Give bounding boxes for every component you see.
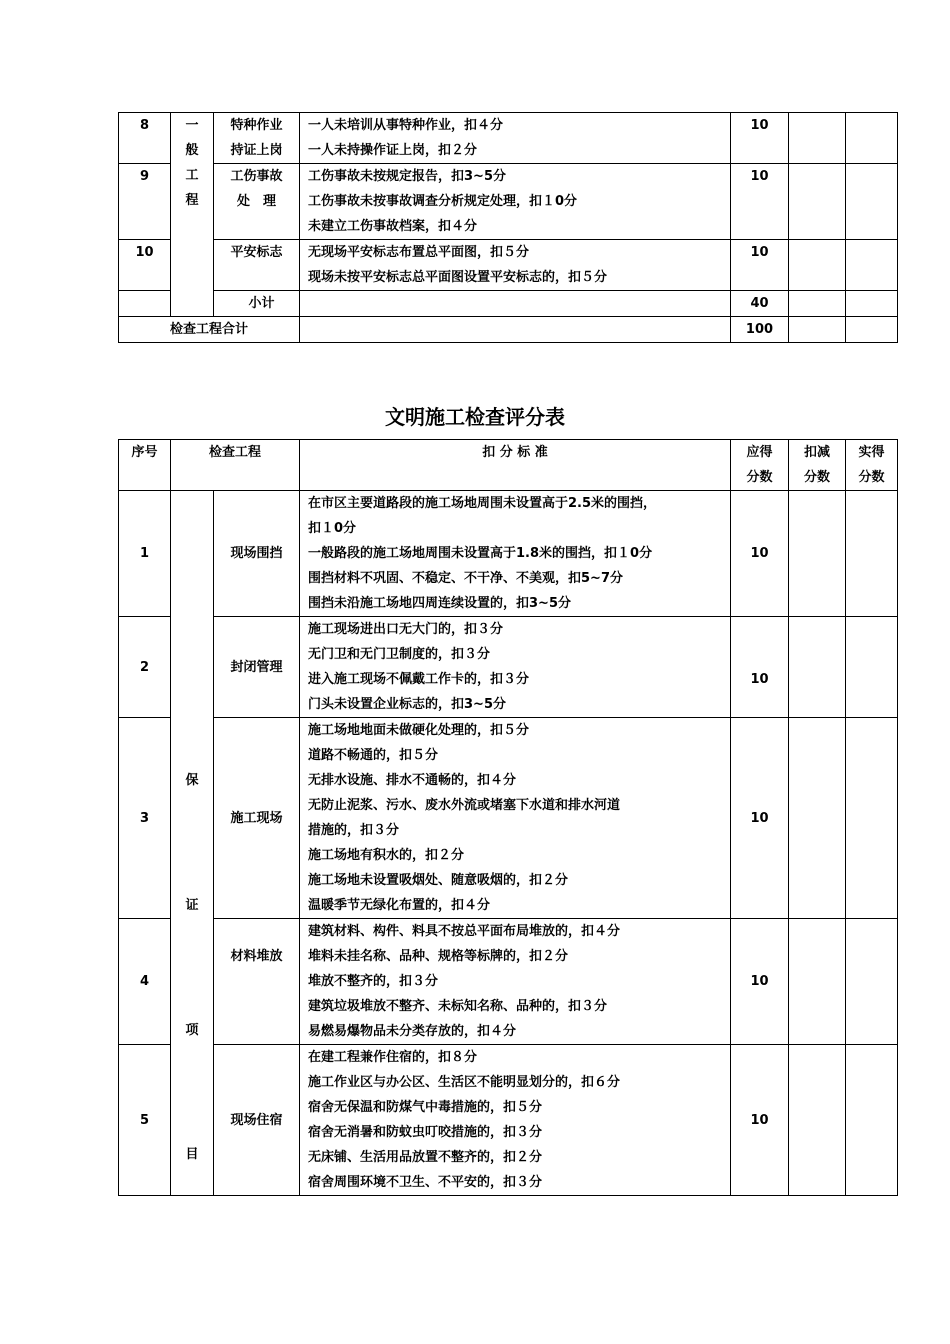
deducted-score (789, 718, 846, 919)
standard-line: 堆放不整齐的，扣３分 (308, 974, 439, 989)
total-row (119, 317, 898, 343)
standard-line: 施工现场进出口无大门的，扣３分 (308, 622, 504, 637)
deducted-score (789, 164, 846, 240)
row-number: 5 (119, 1045, 171, 1196)
row-number: 2 (119, 617, 171, 718)
standard-line: 易燃易爆物品未分类存放的，扣４分 (308, 1024, 517, 1039)
standard-line: 宿舍无消暑和防蚊虫叮咬措施的，扣３分 (308, 1125, 543, 1140)
header-deduct (789, 440, 846, 491)
header-due (731, 440, 789, 491)
table-row (119, 718, 898, 919)
standard-line: 一人未培训从事特种作业，扣４分 (308, 118, 504, 133)
standard-line: 施工场地未设置吸烟处、随意吸烟的，扣２分 (308, 873, 569, 888)
row-number: 10 (119, 240, 171, 291)
standard-line: 无床铺、生活用品放置不整齐的，扣２分 (308, 1150, 543, 1165)
category-char: 般 (185, 143, 199, 158)
item-line: 平安标志 (230, 245, 283, 260)
actual-score (846, 164, 898, 240)
subtotal-row (119, 291, 898, 317)
standard-line: 未建立工伤事故档案，扣４分 (308, 219, 478, 234)
deduction-standards (300, 617, 731, 718)
item-line: 持证上岗 (230, 143, 283, 158)
category-char: 工 (185, 168, 199, 183)
standard-line: 施工作业区与办公区、生活区不能明显划分的，扣６分 (308, 1075, 621, 1090)
deduction-standards (300, 113, 731, 164)
general-items-table (118, 112, 898, 343)
deducted-score (789, 1045, 846, 1196)
actual-score (846, 240, 898, 291)
header-project: 检查工程 (171, 440, 300, 491)
category-char: 程 (185, 193, 199, 208)
standard-line: 宿舍无保温和防煤气中毒措施的，扣５分 (308, 1100, 543, 1115)
row-number: 1 (119, 491, 171, 617)
page-title: 文明施工检查评分表 (385, 405, 565, 429)
header-line: 分数 (858, 470, 885, 485)
standard-line: 工伤事故未按事故调查分析规定处理，扣１0分 (308, 194, 578, 209)
standard-line: 围挡材料不巩固、不稳定、不干净、不美观，扣5~7分 (308, 571, 623, 586)
header-line: 应得 (746, 445, 773, 460)
item-name: 材料堆放 (214, 919, 300, 1045)
category-char: 证 (185, 898, 199, 913)
header-line: 实得 (858, 445, 885, 460)
standard-line: 一般路段的施工场地周围未设置高于1.8米的围挡，扣１0分 (308, 546, 653, 561)
deduction-standards (300, 240, 731, 291)
header-line: 扣减 (804, 445, 831, 460)
deducted-score (789, 317, 846, 343)
standard-line: 无现场平安标志布置总平面图，扣５分 (308, 245, 530, 260)
standard-line: 施工场地地面未做硬化处理的，扣５分 (308, 723, 530, 738)
civilized-construction-table (118, 439, 898, 1196)
standard-line: 无排水设施、排水不通畅的，扣４分 (308, 773, 517, 788)
header-line: 分数 (804, 470, 831, 485)
actual-score (846, 113, 898, 164)
standard-line: 进入施工现场不佩戴工作卡的，扣３分 (308, 672, 530, 687)
table-row (119, 491, 898, 617)
row-number: 9 (119, 164, 171, 240)
subtotal-score: 40 (731, 291, 789, 317)
standard-line: 现场未按平安标志总平面图设置平安标志的，扣５分 (308, 270, 608, 285)
due-score: 10 (731, 718, 789, 919)
deduction-standards (300, 718, 731, 919)
standard-line: 扣１0分 (308, 521, 357, 536)
total-label: 检查工程合计 (119, 317, 300, 343)
table-row (119, 240, 898, 291)
standard-line: 在建工程兼作住宿的，扣８分 (308, 1050, 478, 1065)
standard-line: 围挡未沿施工场地四周连续设置的，扣3~5分 (308, 596, 571, 611)
empty-cell (300, 291, 731, 317)
table-row (119, 617, 898, 718)
table-row (119, 919, 898, 1045)
actual-score (846, 617, 898, 718)
deduction-standards (300, 1045, 731, 1196)
deducted-score (789, 919, 846, 1045)
due-score: 10 (731, 164, 789, 240)
standard-line: 无门卫和无门卫制度的，扣３分 (308, 647, 491, 662)
header-actual (846, 440, 898, 491)
table-row (119, 113, 898, 164)
item-name: 现场围挡 (214, 491, 300, 617)
item-name: 现场住宿 (214, 1045, 300, 1196)
standard-line: 工伤事故未按规定报告，扣3~5分 (308, 169, 506, 184)
due-score: 10 (731, 113, 789, 164)
standard-line: 道路不畅通的，扣５分 (308, 748, 439, 763)
standard-line: 堆料未挂名称、品种、规格等标牌的，扣２分 (308, 949, 569, 964)
row-number: 8 (119, 113, 171, 164)
category-char: 目 (185, 1147, 199, 1162)
category-char: 项 (185, 1023, 199, 1038)
table-row (119, 164, 898, 240)
category-char: 一 (185, 118, 199, 133)
table-row (119, 1045, 898, 1196)
standard-line: 施工场地有积水的，扣２分 (308, 848, 465, 863)
actual-score (846, 291, 898, 317)
item-line: 处 理 (236, 194, 276, 209)
deducted-score (789, 291, 846, 317)
header-row (119, 440, 898, 491)
row-number: 3 (119, 718, 171, 919)
standard-line: 在市区主要道路段的施工场地周围未设置高于2.5米的围挡， (308, 496, 657, 511)
category-char: 保 (185, 773, 199, 788)
empty-cell (300, 317, 731, 343)
due-score: 10 (731, 919, 789, 1045)
category-cell (171, 491, 214, 1196)
item-name (214, 164, 300, 240)
item-name: 施工现场 (214, 718, 300, 919)
standard-line: 宿舍周围环境不卫生、不平安的，扣３分 (308, 1175, 543, 1190)
deducted-score (789, 113, 846, 164)
header-no: 序号 (119, 440, 171, 491)
standard-line: 建筑垃圾堆放不整齐、未标知名称、品种的，扣３分 (308, 999, 608, 1014)
standard-line: 门头未设置企业标志的，扣3~5分 (308, 697, 506, 712)
actual-score (846, 718, 898, 919)
standard-line: 温暖季节无绿化布置的，扣４分 (308, 898, 491, 913)
item-name: 封闭管理 (214, 617, 300, 718)
row-number: 4 (119, 919, 171, 1045)
due-score: 10 (731, 240, 789, 291)
standard-line: 一人未持操作证上岗，扣２分 (308, 143, 478, 158)
header-line: 分数 (746, 470, 773, 485)
item-name (214, 240, 300, 291)
item-line: 工伤事故 (230, 169, 283, 184)
deduction-standards (300, 164, 731, 240)
category-cell (171, 113, 214, 317)
deduction-standards (300, 919, 731, 1045)
actual-score (846, 1045, 898, 1196)
actual-score (846, 919, 898, 1045)
due-score: 10 (731, 1045, 789, 1196)
standard-line: 建筑材料、构件、料具不按总平面布局堆放的，扣４分 (308, 924, 621, 939)
due-score: 10 (731, 491, 789, 617)
standard-line: 措施的，扣３分 (308, 823, 400, 838)
deducted-score (789, 240, 846, 291)
header-standard: 扣 分 标 准 (300, 440, 731, 491)
deducted-score (789, 491, 846, 617)
deducted-score (789, 617, 846, 718)
empty-cell (119, 291, 171, 317)
deduction-standards (300, 491, 731, 617)
subtotal-label: 小计 (214, 291, 300, 317)
standard-line: 无防止泥浆、污水、废水外流或堵塞下水道和排水河道 (308, 798, 621, 813)
item-name (214, 113, 300, 164)
actual-score (846, 317, 898, 343)
item-line: 特种作业 (230, 118, 283, 133)
actual-score (846, 491, 898, 617)
total-score: 100 (731, 317, 789, 343)
due-score: 10 (731, 617, 789, 718)
